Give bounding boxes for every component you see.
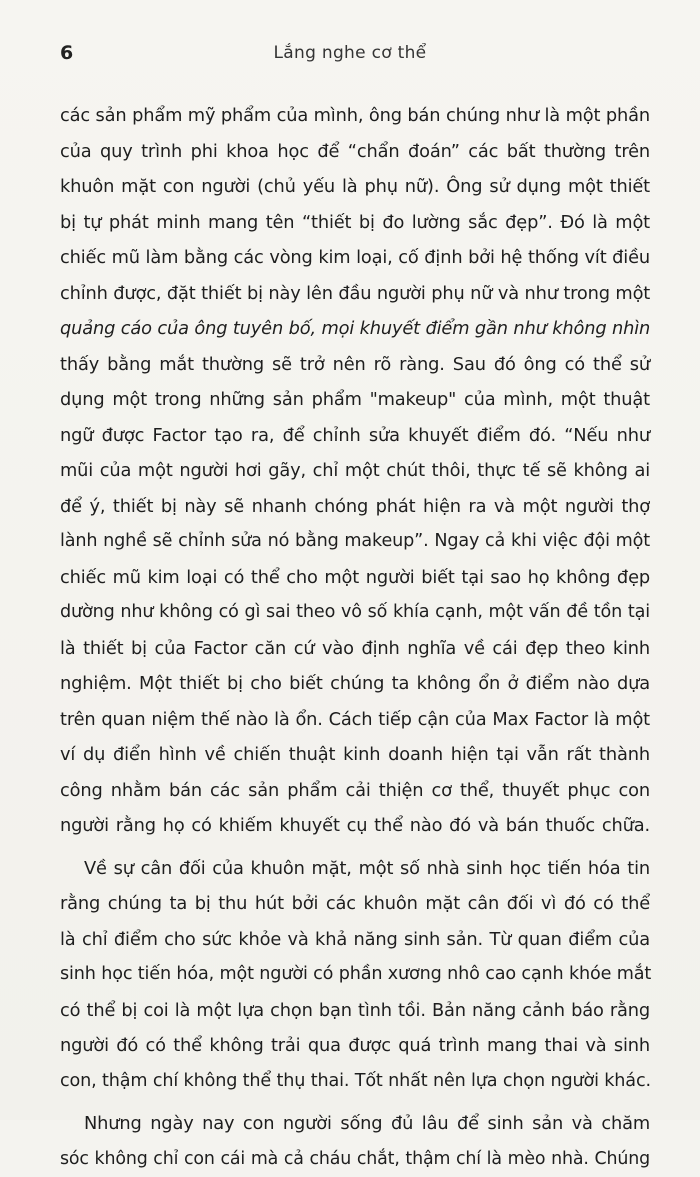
- page-number: 6: [60, 42, 73, 64]
- text-line: Nhưng ngày nay con người sống đủ lâu để sinh sản và chăm: [60, 1106, 650, 1142]
- text-line: để ý, thiết bị này sẽ nhanh chóng phát hiện ra và một người thợ: [60, 489, 650, 525]
- text-line: chiếc mũ kim loại có thể cho một người biết tại sao họ không đẹp: [60, 560, 650, 596]
- text-line: dường như không có gì sai theo vô số khía cạnh, một vấn đề tồn tại: [60, 595, 650, 631]
- text-line: sóc không chỉ con cái mà cả cháu chắt, thậm chí là mèo nhà. Chúng: [60, 1142, 650, 1177]
- text-line: mũi của một người hơi gãy, chỉ một chút thôi, thực tế sẽ không ai: [60, 453, 650, 489]
- text-line: dụng một trong những sản phẩm "makeup" của mình, một thuật: [60, 382, 650, 418]
- text-line: có thể bị coi là một lựa chọn bạn tình tồi. Bản năng cảnh báo rằng: [60, 993, 650, 1029]
- body-text: [60, 98, 650, 1177]
- text-line: ngữ được Factor tạo ra, để chỉnh sửa khuyết điểm đó. “Nếu như: [60, 418, 650, 454]
- text-line: trên quan niệm thế nào là ổn. Cách tiếp cận của Max Factor là một: [60, 702, 650, 738]
- paragraph-2: [60, 851, 650, 1100]
- text-line: công nhằm bán các sản phẩm cải thiện cơ thể, thuyết phục con: [60, 773, 650, 809]
- text-line: ví dụ điển hình về chiến thuật kinh doanh hiện tại vẫn rất thành: [60, 737, 650, 773]
- text-line: người đó có thể không trải qua được quá trình mang thai và sinh: [60, 1028, 650, 1064]
- text-line: thấy bằng mắt thường sẽ trở nên rõ ràng. Sau đó ông có thể sử: [60, 347, 650, 383]
- text-line: của quy trình phi khoa học để “chẩn đoán” các bất thường trên: [60, 134, 650, 170]
- text-line: các sản phẩm mỹ phẩm của mình, ông bán chúng như là một phần: [60, 98, 650, 134]
- text-line: sinh học tiến hóa, một người có phần xương nhô cao cạnh khóe mắt: [60, 957, 650, 993]
- text-line: là chỉ điểm cho sức khỏe và khả năng sinh sản. Từ quan điểm của: [60, 922, 650, 958]
- text-line: nghiệm. Một thiết bị cho biết chúng ta không ổn ở điểm nào dựa: [60, 666, 650, 702]
- text-line: chỉnh được, đặt thiết bị này lên đầu người phụ nữ và như trong một: [60, 276, 650, 312]
- paragraph-1: [60, 98, 650, 844]
- text-line: lành nghề sẽ chỉnh sửa nó bằng makeup”. Ngay cả khi việc đội một: [60, 524, 650, 560]
- running-title: Lắng nghe cơ thể: [0, 43, 700, 63]
- text-line: khuôn mặt con người (chủ yếu là phụ nữ). Ông sử dụng một thiết: [60, 169, 650, 205]
- text-line: Về sự cân đối của khuôn mặt, một số nhà sinh học tiến hóa tin: [60, 851, 650, 887]
- text-line: bị tự phát minh mang tên “thiết bị đo lường sắc đẹp”. Đó là một: [60, 205, 650, 241]
- text-line: con, thậm chí không thể thụ thai. Tốt nhất nên lựa chọn người khác.: [60, 1064, 650, 1100]
- text-line: là thiết bị của Factor căn cứ vào định nghĩa về cái đẹp theo kinh: [60, 631, 650, 667]
- text-line-italic: quảng cáo của ông tuyên bố, mọi khuyết điểm gần như không nhìn: [60, 311, 650, 347]
- text-line: rằng chúng ta bị thu hút bởi các khuôn mặt cân đối vì đó có thể: [60, 886, 650, 922]
- paragraph-3: [60, 1106, 650, 1177]
- text-line: người rằng họ có khiếm khuyết cụ thể nào đó và bán thuốc chữa.: [60, 808, 650, 844]
- text-line: chiếc mũ làm bằng các vòng kim loại, cố định bởi hệ thống vít điều: [60, 240, 650, 276]
